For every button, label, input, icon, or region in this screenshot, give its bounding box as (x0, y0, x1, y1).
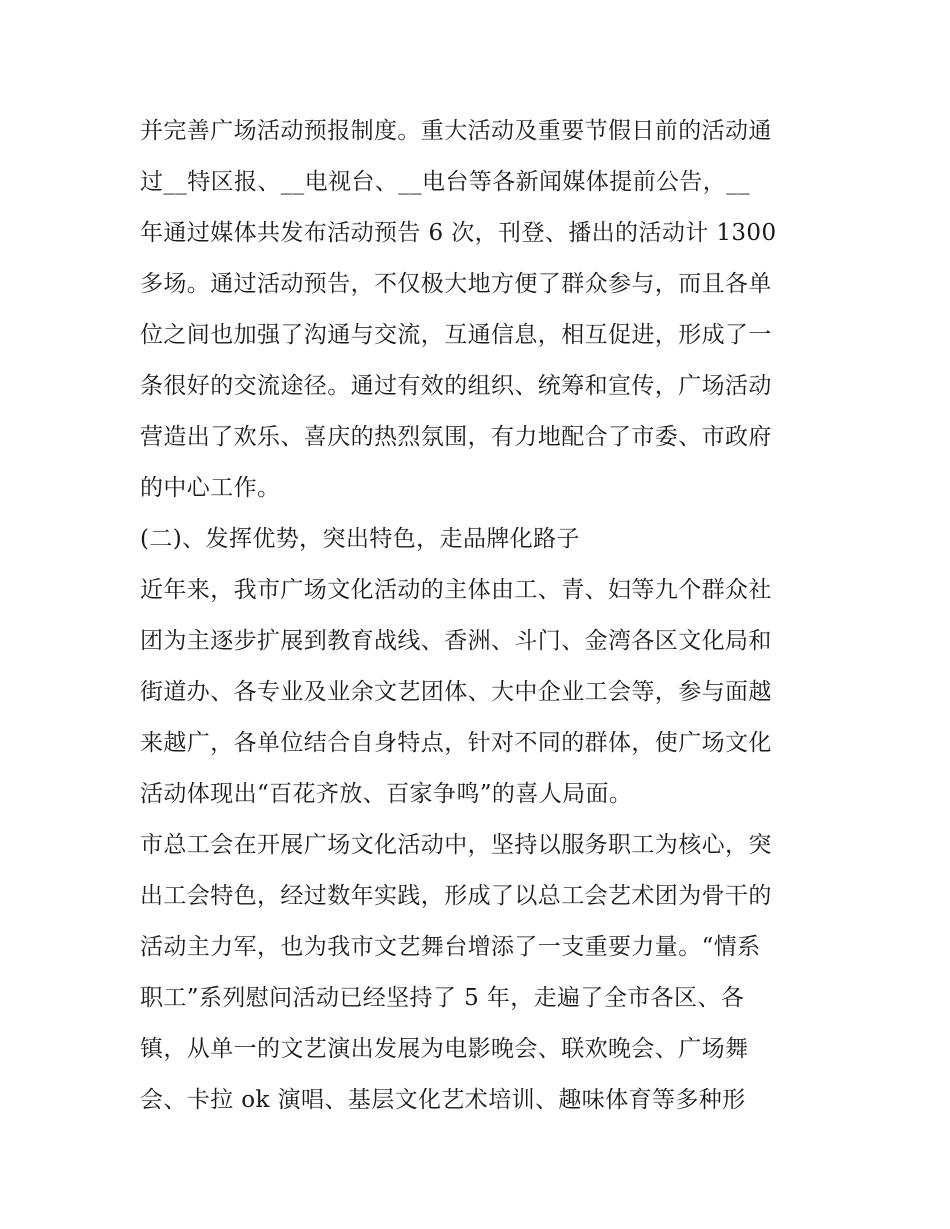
text-line: 并完善广场活动预报制度。重大活动及重要节假日前的活动通 (140, 118, 772, 144)
text-line: 活动主力军，也为我市文艺舞台增添了一支重要力量。“情系 (140, 934, 761, 960)
text-line: 来越广，各单位结合自身特点，针对不同的群体，使广场文化 (140, 730, 772, 756)
text-line: 近年来，我市广场文化活动的主体由工、青、妇等九个群众社 (140, 577, 772, 603)
text-line: 活动体现出“百花齐放、百家争鸣”的喜人局面。 (140, 781, 633, 807)
text-line: 营造出了欢乐、喜庆的热烈氛围，有力地配合了市委、市政府 (140, 424, 772, 450)
text-line: 过__特区报、__电视台、__电台等各新闻媒体提前公告，__ (140, 169, 750, 195)
text-line: 条很好的交流途径。通过有效的组织、统筹和宣传，广场活动 (140, 373, 772, 399)
text-line: 镇，从单一的文艺演出发展为电影晚会、联欢晚会、广场舞 (140, 1036, 749, 1062)
section-heading: (二)、发挥优势，突出特色，走品牌化路子 (140, 526, 580, 552)
text-line: 位之间也加强了沟通与交流，互通信息，相互促进，形成了一 (140, 322, 772, 348)
text-line: 团为主逐步扩展到教育战线、香洲、斗门、金湾各区文化局和 (140, 628, 772, 654)
text-line: 会、卡拉 ok 演唱、基层文化艺术培训、趣味体育等多种形 (140, 1087, 746, 1113)
text-line: 街道办、各专业及业余文艺团体、大中企业工会等，参与面越 (140, 679, 772, 705)
document-body (140, 111, 820, 1131)
text-line: 市总工会在开展广场文化活动中，坚持以服务职工为核心，突 (140, 832, 772, 858)
text-line: 出工会特色，经过数年实践，形成了以总工会艺术团为骨干的 (140, 883, 772, 909)
text-line: 的中心工作。 (140, 475, 281, 501)
text-line: 年通过媒体共发布活动预告 6 次，刊登、播出的活动计 1300 (140, 220, 777, 246)
text-line: 职工”系列慰问活动已经坚持了 5 年，走遍了全市各区、各 (140, 985, 745, 1011)
text-line: 多场。通过活动预告，不仅极大地方便了群众参与，而且各单 (140, 271, 772, 297)
